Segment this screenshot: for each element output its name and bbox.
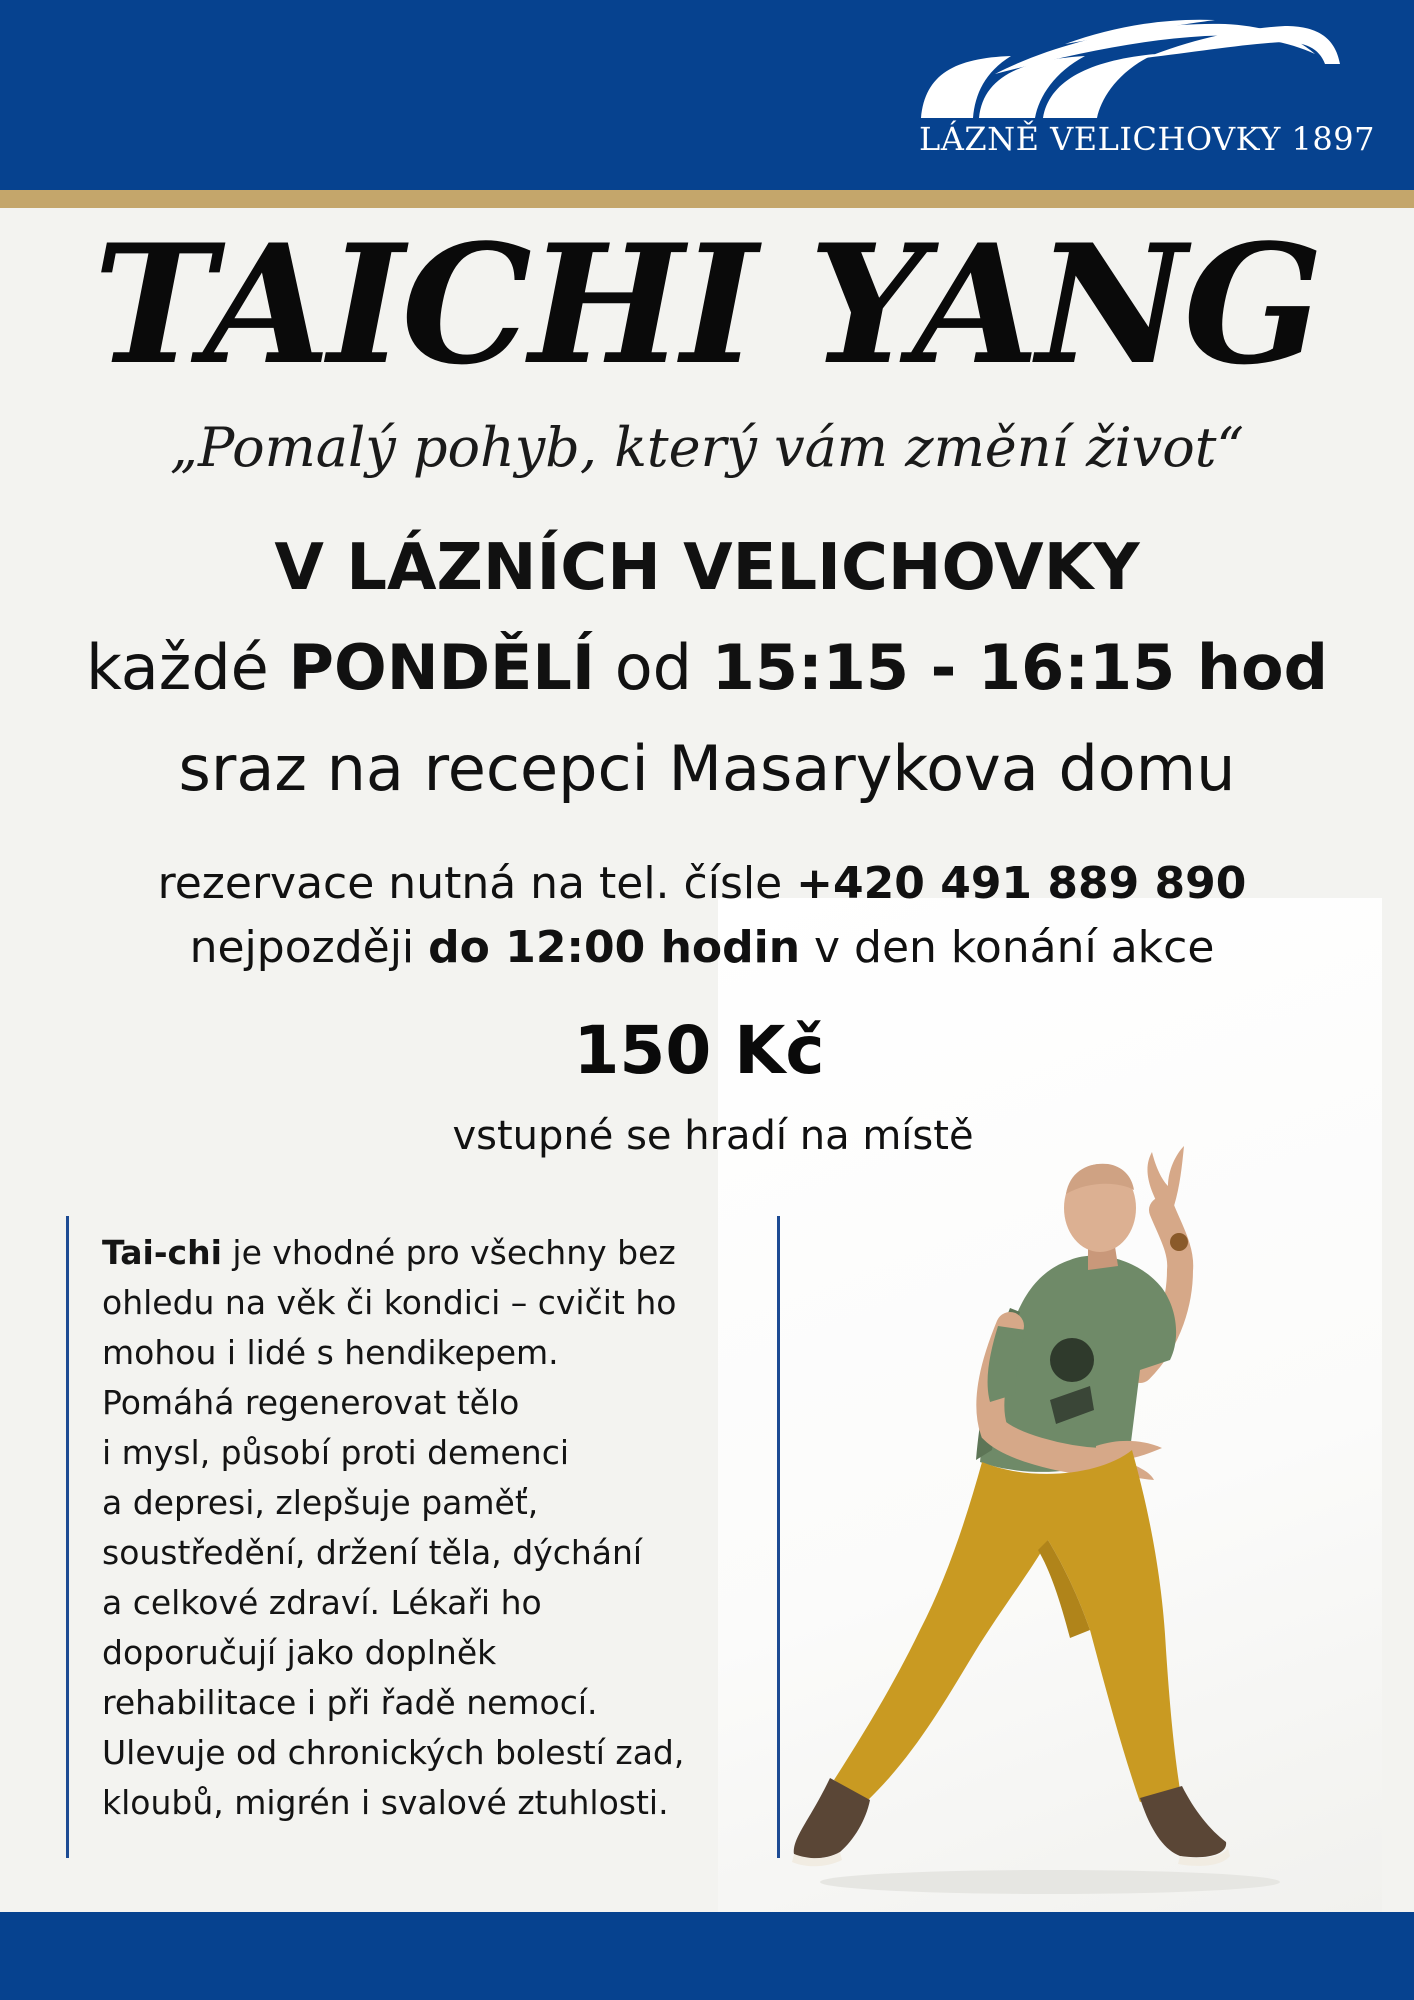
logo-waves-icon [915, 14, 1345, 124]
price-note: vstupné se hradí na místě [452, 1113, 974, 1159]
description-line: ohledu na věk či kondici – cvičit ho [102, 1283, 677, 1322]
description-line: soustředění, držení těla, dýchání [102, 1533, 643, 1572]
deadline-line [0, 916, 1414, 980]
venue-line: V LÁZNÍCH VELICHOVKY [274, 531, 1140, 605]
tai-chi-man-photo [770, 1090, 1310, 1900]
deadline-time: do 12:00 hodin [428, 922, 801, 973]
price: 150 Kč [573, 1012, 825, 1089]
reservation-text: rezervace nutná na tel. čísle [157, 858, 783, 909]
schedule-prefix: každé [85, 631, 269, 704]
description-line: kloubů, migrén i svalové ztuhlosti. [102, 1783, 669, 1822]
meeting-point: sraz na recepci Masarykova domu [178, 732, 1236, 805]
description-line: rehabilitace i při řadě nemocí. [102, 1683, 598, 1722]
description-lead: Tai-chi [102, 1233, 222, 1272]
reservation-phone: +420 491 889 890 [796, 858, 1247, 909]
left-rule [66, 1216, 69, 1858]
tagline: „Pomalý pohyb, který vám změní život“ [169, 416, 1245, 479]
description-line: Ulevuje od chronických bolestí zad, [102, 1733, 685, 1772]
description-line: a depresi, zlepšuje paměť, [102, 1483, 539, 1522]
schedule-line [0, 626, 1414, 710]
description-line: doporučují jako doplněk [102, 1633, 497, 1672]
deadline-suffix: v den konání akce [814, 922, 1215, 973]
description-line: a celkové zdraví. Lékaři ho [102, 1583, 542, 1622]
lazne-velichovky-logo [915, 14, 1375, 164]
description-line: mohou i lidé s hendikepem. [102, 1333, 559, 1372]
deadline-prefix: nejpozději [189, 922, 415, 973]
description-line: i mysl, působí proti demenci [102, 1433, 570, 1472]
description-line: Pomáhá regenerovat tělo [102, 1383, 520, 1422]
reservation-line [0, 852, 1414, 916]
schedule-day: PONDĚLÍ [288, 631, 595, 704]
page-title: TAICHI YANG [93, 208, 1321, 401]
description [102, 1228, 742, 1828]
schedule-time: 15:15 - 16:15 hod [711, 631, 1329, 704]
gold-divider [0, 190, 1414, 208]
description-line: je vhodné pro všechny bez [232, 1233, 676, 1272]
logo-text: LÁZNĚ VELICHOVKY 1897 [919, 120, 1375, 158]
schedule-from: od [614, 631, 692, 704]
footer-bar [0, 1912, 1414, 2000]
description-line-1 [102, 1228, 742, 1278]
